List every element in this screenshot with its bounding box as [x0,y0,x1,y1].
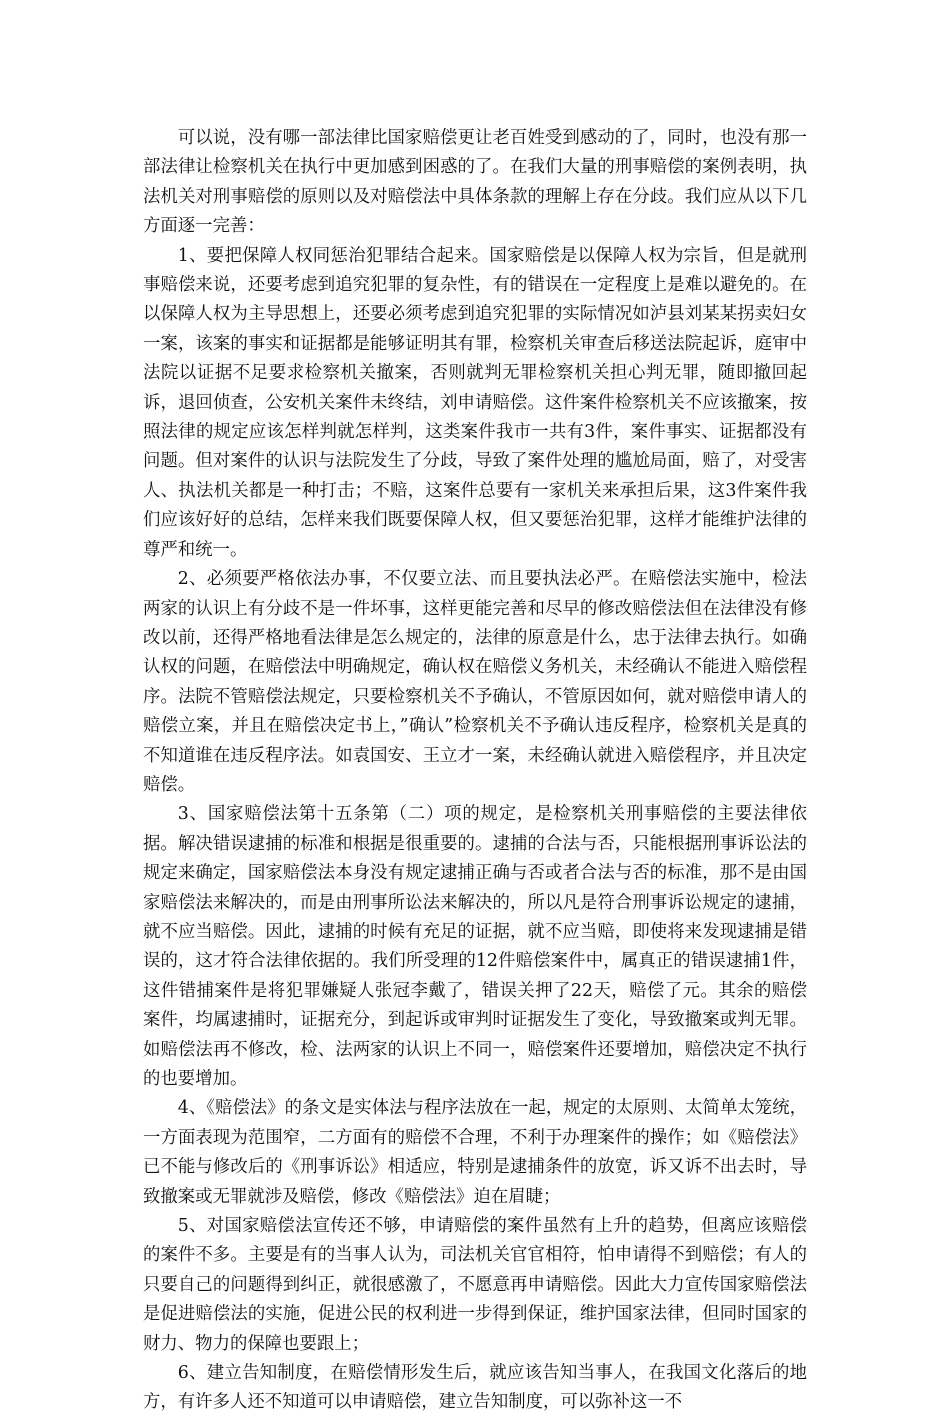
intro-paragraph: 可以说，没有哪一部法律比国家赔偿更让老百姓受到感动的了，同时，也没有那一部法律让检察机关在执行中更加感到困惑的了。在我们大量的刑事赔偿的案例表明，执法机关对刑事赔偿的原则以及对赔偿法中具体条款的理解上存在分歧。我们应从以下几方面逐一完善： [143,128,807,237]
paragraph-5-publicity: 5、对国家赔偿法宣传还不够，申请赔偿的案件虽然有上升的趋势，但离应该赔偿的案件不多。主要是有的当事人认为，司法机关官官相符，怕申请得不到赔偿；有人的只要自己的问题得到纠正，就很感激了，不愿意再申请赔偿。因此大力宣传国家赔偿法是促进赔偿法的实施，促进公民的权利进一步得到保证，维护国家法律，但同时国家的财力、物力的保障也要跟上； [143,1216,807,1354]
paragraph-1-human-rights: 1、要把保障人权同惩治犯罪结合起来。国家赔偿是以保障人权为宗旨，但是就刑事赔偿来说，还要考虑到追究犯罪的复杂性，有的错误在一定程度上是难以避免的。在以保障人权为主导思想上，还要必须考虑到追究犯罪的实际情况如泸县刘某某拐卖妇女一案，该案的事实和证据都是能够证明其有罪，检察机关审查后移送法院起诉，庭审中法院以证据不足要求检察机关撤案，否则就判无罪检察机关担心判无罪，随即撤回起诉，退回侦查，公安机关案件未终结，刘申请赔偿。这件案件检察机关不应该撤案，按照法律的规定应该怎样判就怎样判，这类案件我市一共有3件，案件事实、证据都没有问题。但对案件的认识与法院发生了分歧，导致了案件处理的尴尬局面，赔了，对受害人、执法机关都是一种打击；不赔，这案件总要有一家机关来承担后果，这3件案件我们应该好好的总结，怎样来我们既要保障人权，但又要惩治犯罪，这样才能维护法律的尊严和统一。 [143,245,807,560]
paragraph-3-article-15: 3、国家赔偿法第十五条第（二）项的规定，是检察机关刑事赔偿的主要法律依据。解决错误逮捕的标准和根据是很重要的。逮捕的合法与否，只能根据刑事诉讼法的规定来确定，国家赔偿法本身没有规定逮捕正确与否或者合法与否的标准，那不是由国家赔偿法来解决的，而是由刑事所讼法来解决的，所以凡是符合刑事诉讼规定的逮捕，就不应当赔偿。因此，逮捕的时候有充足的证据，就不应当赔，即使将来发现逮捕是错误的，这才符合法律依据的。我们所受理的12件赔偿案件中，属真正的错误逮捕1件，这件错捕案件是将犯罪嫌疑人张冠李戴了，错误关押了22天，赔偿了元。其余的赔偿案件，均属逮捕时，证据充分，到起诉或审判时证据发生了变化，导致撤案或判无罪。如赔偿法再不修改，检、法两家的认识上不同一，赔偿案件还要增加，赔偿决定不执行的也要增加。 [143,804,807,1089]
paragraph-6-notification: 6、建立告知制度，在赔偿情形发生后，就应该告知当事人，在我国文化落后的地方，有许多人还不知道可以申请赔偿，建立告知制度，可以弥补这一不 [143,1363,807,1413]
paragraph-4-compensation-law: 4、《赔偿法》的条文是实体法与程序法放在一起，规定的太原则、太简单太笼统，一方面表现为范围窄，二方面有的赔偿不合理，不利于办理案件的操作；如《赔偿法》已不能与修改后的《刑事诉讼》相适应，特别是逮捕条件的放宽，诉又诉不出去时，导致撤案或无罪就涉及赔偿，修改《赔偿法》迫在眉睫； [143,1098,807,1207]
paragraph-2-strict-law: 2、必须要严格依法办事，不仅要立法、而且要执法必严。在赔偿法实施中，检法两家的认识上有分歧不是一件坏事，这样更能完善和尽早的修改赔偿法但在法律没有修改以前，还得严格地看法律是怎么规定的，法律的原意是什么，忠于法律去执行。如确认权的问题，在赔偿法中明确规定，确认权在赔偿义务机关，未经确认不能进入赔偿程序。法院不管赔偿法规定，只要检察机关不予确认，不管原因如何，就对赔偿申请人的赔偿立案，并且在赔偿决定书上，”确认”检察机关不予确认违反程序，检察机关是真的不知道谁在违反程序法。如袁国安、王立才一案，未经确认就进入赔偿程序，并且决定赔偿。 [143,569,807,795]
document-body [143,124,807,1418]
